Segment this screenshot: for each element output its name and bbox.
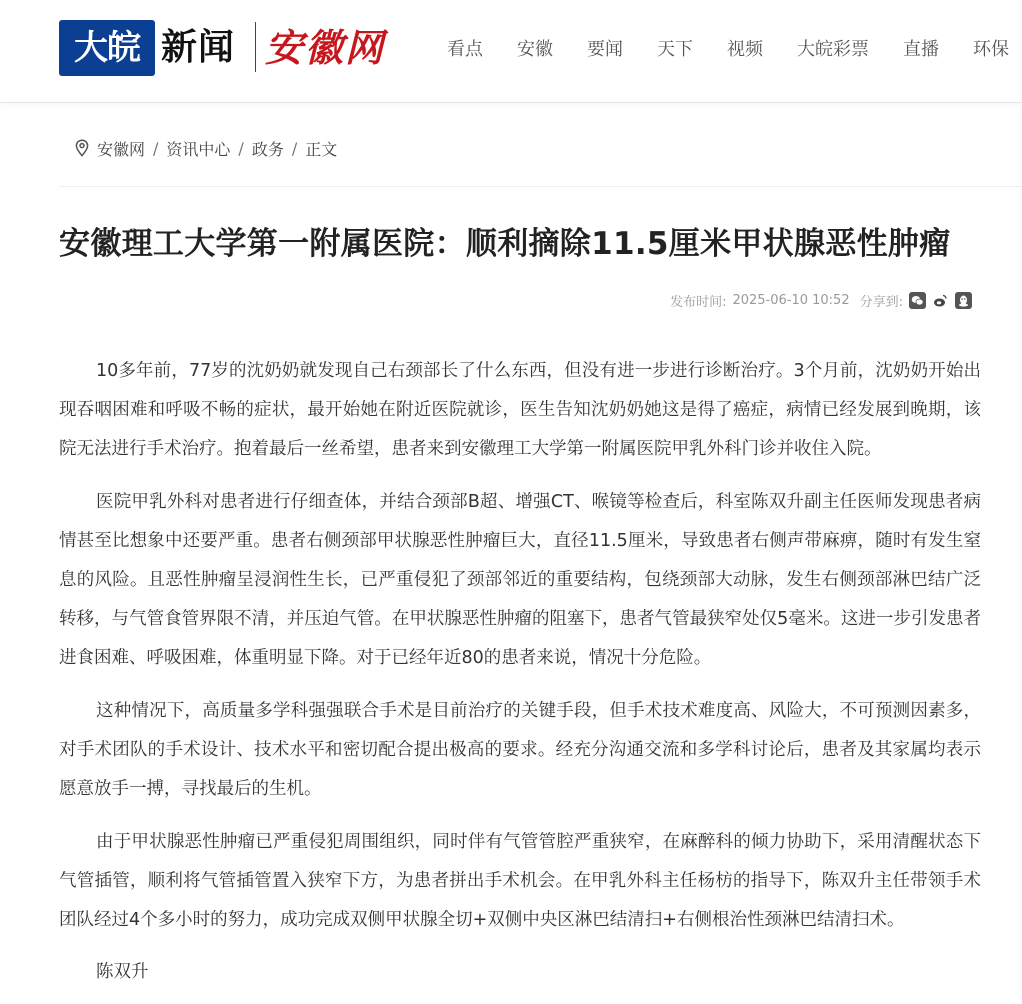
publish-label: 发布时间: xyxy=(670,294,727,310)
breadcrumb-news-center[interactable]: 资讯中心 xyxy=(166,139,231,159)
article-meta xyxy=(670,290,972,310)
dawan-logo[interactable]: 大皖 xyxy=(59,20,155,76)
nav-item-kandian[interactable]: 看点 xyxy=(447,39,483,60)
anhui-net-logo[interactable]: 安徽网 xyxy=(265,25,386,70)
breadcrumb-separator: / xyxy=(291,138,298,158)
wechat-icon[interactable] xyxy=(909,292,926,309)
qq-icon[interactable] xyxy=(955,292,972,309)
nav-item-tianxia[interactable]: 天下 xyxy=(657,39,693,60)
share-label: 分享到: xyxy=(859,294,903,310)
main-nav xyxy=(447,37,1022,63)
breadcrumb-current: 正文 xyxy=(305,139,338,159)
breadcrumb xyxy=(74,136,337,160)
nav-item-live[interactable]: 直播 xyxy=(903,39,939,60)
site-header xyxy=(0,0,1022,103)
breadcrumb-separator: / xyxy=(238,138,244,158)
news-logo-text[interactable]: 新闻 xyxy=(161,27,236,68)
nav-item-lottery[interactable]: 大皖彩票 xyxy=(797,39,869,60)
article-paragraph: 这种情况下，高质量多学科强强联合手术是目前治疗的关键手段，但手术技术难度高、风险大，不可预测因素多，对手术团队的手术设计、技术水平和密切配合提出极高的要求。经充分沟通交流和多学科讨论后，患者及其家属均表示愿意放手一搏，寻找最后的生机。 xyxy=(59,701,981,799)
nav-item-environment[interactable]: 环保 xyxy=(973,39,1009,60)
breadcrumb-separator: / xyxy=(153,138,159,158)
breadcrumb-divider xyxy=(59,186,1022,187)
location-pin-icon xyxy=(74,139,90,157)
nav-item-yaowen[interactable]: 要闻 xyxy=(587,39,623,60)
weibo-icon[interactable] xyxy=(932,292,949,309)
nav-item-anhui[interactable]: 安徽 xyxy=(517,39,553,60)
article-paragraph: 10多年前，77岁的沈奶奶就发现自己右颈部长了什么东西，但没有进一步进行诊断治疗。3个月前，沈奶奶开始出现吞咽困难和呼吸不畅的症状，最开始她在附近医院就诊，医生告知沈奶奶她这是得了癌症，病情已经发展到晚期，该院无法进行手术治疗。抱着最后一丝希望，患者来到安徽理工大学第一附属医院甲乳外科门诊并收住入院。 xyxy=(59,361,981,459)
logo-divider xyxy=(255,22,256,72)
nav-item-video[interactable]: 视频 xyxy=(727,39,763,60)
article-paragraph: 由于甲状腺恶性肿瘤已严重侵犯周围组织，同时伴有气管管腔严重狭窄，在麻醉科的倾力协助下，采用清醒状态下气管插管，顺利将气管插管置入狭窄下方，为患者拼出手术机会。在甲乳外科主任杨枋的指导下，陈双升主任带领手术团队经过4个多小时的努力，成功完成双侧甲状腺全切+双侧中央区淋巴结清扫+右侧根治性颈淋巴结清扫术。 xyxy=(59,832,981,930)
article-title: 安徽理工大学第一附属医院：顺利摘除11.5厘米甲状腺恶性肿瘤 xyxy=(59,226,951,262)
article-body xyxy=(59,352,981,1004)
article-paragraph: 医院甲乳外科对患者进行仔细查体，并结合颈部B超、增强CT、喉镜等检查后，科室陈双升副主任医师发现患者病情甚至比想象中还要严重。患者右侧颈部甲状腺恶性肿瘤巨大，直径11.5厘米，导致患者右侧声带麻痹，随时有发生窒息的风险。且恶性肿瘤呈浸润性生长，已严重侵犯了颈部邻近的重要结构，包绕颈部大动脉，发生右侧颈部淋巴结广泛转移，与气管食管界限不清，并压迫气管。在甲状腺恶性肿瘤的阻塞下，患者气管最狭窄处仅5毫米。这进一步引发患者进食困难、呼吸困难，体重明显下降。对于已经年近80的患者来说，情况十分危险。 xyxy=(59,492,981,668)
breadcrumb-politics[interactable]: 政务 xyxy=(251,139,284,159)
publish-time: 2025-06-10 10:52 xyxy=(732,292,850,308)
breadcrumb-home[interactable]: 安徽网 xyxy=(97,139,146,159)
author-name: 陈双升 xyxy=(96,962,149,982)
